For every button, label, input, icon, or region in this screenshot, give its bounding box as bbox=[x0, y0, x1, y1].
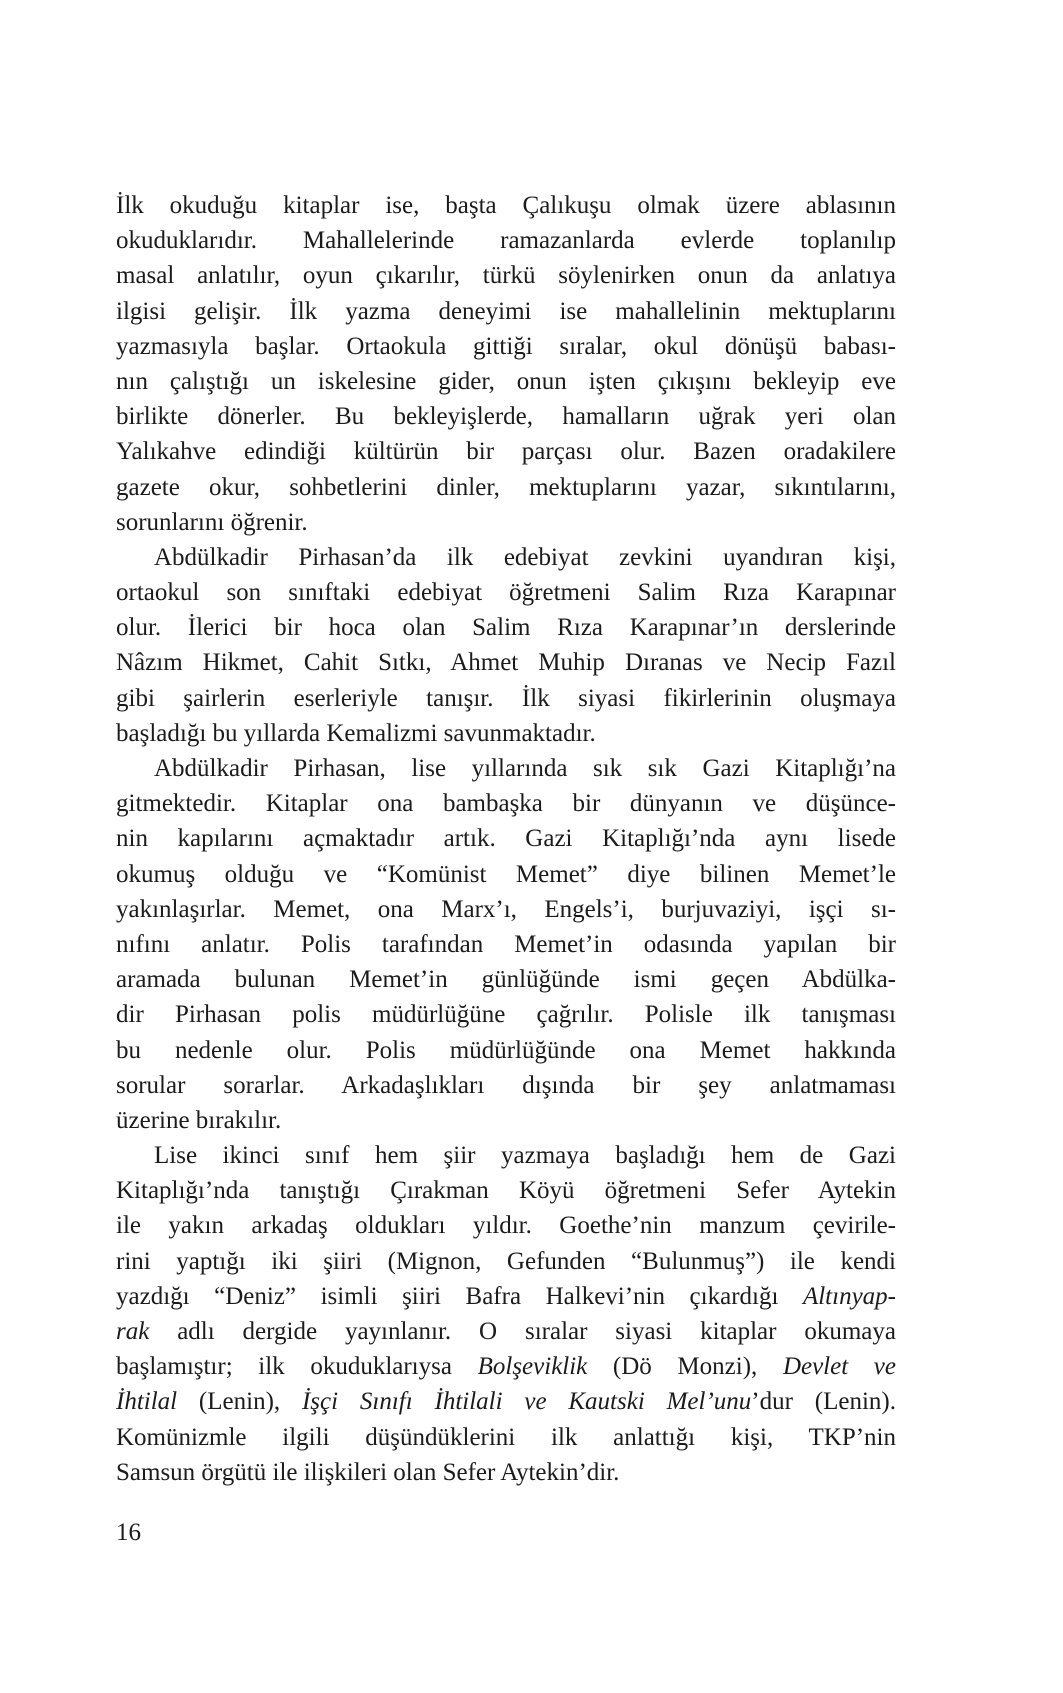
text-line: bu nedenle olur. Polis müdürlüğünde ona Memet hakkında bbox=[116, 1036, 896, 1064]
text-line: üzerine bırakılır. bbox=[116, 1106, 282, 1134]
text-line: Samsun örgütü ile ilişkileri olan Sefer Aytekin’dir. bbox=[116, 1458, 620, 1486]
text-segment: başlamıştır; ilk okuduklarıysa bbox=[116, 1353, 478, 1381]
italic-title: Devlet ve bbox=[782, 1353, 897, 1381]
text-line: Yalıkahve edindiği kültürün bir parçası olur. Bazen oradakilere bbox=[116, 438, 896, 466]
text-segment: yazdığı “Deniz” isimli şiiri Bafra Halkevi’nin çıkardığı bbox=[116, 1282, 803, 1310]
text-segment: ’dur (Lenin). bbox=[751, 1388, 896, 1416]
page-number: 16 bbox=[116, 1519, 141, 1546]
text-line: ortaokul son sınıftaki edebiyat öğretmeni Salim Rıza Karapınar bbox=[116, 579, 896, 607]
text-line: sorular sorarlar. Arkadaşlıkları dışında bir şey anlatmaması bbox=[116, 1071, 896, 1099]
text-line: gazete okur, sohbetlerini dinler, mektuplarını yazar, sıkıntılarını, bbox=[116, 473, 896, 501]
text-line: yazmasıyla başlar. Ortaokula gittiği sıralar, okul dönüşü babası- bbox=[116, 332, 896, 360]
text-line: Nâzım Hikmet, Cahit Sıtkı, Ahmet Muhip Dıranas ve Necip Fazıl bbox=[116, 649, 896, 677]
text-line: Kitaplığı’nda tanıştığı Çırakman Köyü öğretmeni Sefer Aytekin bbox=[116, 1177, 896, 1205]
text-line: Abdülkadir Pirhasan, lise yıllarında sık sık Gazi Kitaplığı’na bbox=[154, 755, 896, 782]
italic-title: İşçi Sınıfı İhtilali ve Kautski Mel’unu bbox=[301, 1388, 752, 1416]
text-line: ilgisi gelişir. İlk yazma deneyimi ise mahallelinin mektuplarını bbox=[116, 297, 896, 325]
text-line bbox=[116, 1349, 896, 1384]
text-line: birlikte dönerler. Bu bekleyişlerde, hamalların uğrak yeri olan bbox=[116, 403, 896, 431]
text-line: gitmektedir. Kitaplar ona bambaşka bir dünyanın ve düşünce- bbox=[116, 790, 896, 818]
text-line: okuduklarıdır. Mahallelerinde ramazanlarda evlerde toplanılıp bbox=[116, 227, 896, 255]
text-line bbox=[116, 1279, 896, 1314]
italic-title: Altınyap- bbox=[802, 1282, 896, 1310]
text-line: Abdülkadir Pirhasan’da ilk edebiyat zevkini uyandıran kişi, bbox=[154, 543, 896, 571]
text-line: sorunlarını öğrenir. bbox=[116, 508, 308, 536]
text-line: ile yakın arkadaş oldukları yıldır. Goethe’nin manzum çevirile- bbox=[116, 1212, 896, 1240]
text-line: okumuş olduğu ve “Komünist Memet” diye bilinen Memet’le bbox=[116, 860, 896, 888]
text-line: Komünizmle ilgili düşündüklerini ilk anlattığı kişi, TKP’nin bbox=[116, 1423, 896, 1451]
text-line: Lise ikinci sınıf hem şiir yazmaya başladığı hem de Gazi bbox=[154, 1142, 896, 1170]
text-line: yakınlaşırlar. Memet, ona Marx’ı, Engels’i, burjuvaziyi, işçi sı- bbox=[116, 895, 896, 923]
italic-title: İhtilal bbox=[116, 1388, 178, 1416]
text-segment: (Lenin), bbox=[177, 1388, 302, 1416]
text-line bbox=[116, 1314, 896, 1349]
italic-title: rak bbox=[116, 1318, 150, 1345]
text-line: aramada bulunan Memet’in günlüğünde ismi geçen Abdülka- bbox=[116, 966, 896, 994]
text-line: gibi şairlerin eserleriyle tanışır. İlk siyasi fikirlerinin oluşmaya bbox=[116, 684, 896, 712]
text-line: nıfını anlatır. Polis tarafından Memet’in odasında yapılan bir bbox=[116, 930, 896, 958]
text-line: başladığı bu yıllarda Kemalizmi savunmaktadır. bbox=[116, 719, 596, 747]
text-line: nin kapılarını açmaktadır artık. Gazi Kitaplığı’nda aynı lisede bbox=[116, 825, 896, 853]
text-segment: (Dö Monzi), bbox=[587, 1353, 783, 1381]
text-line: rini yaptığı iki şiiri (Mignon, Gefunden “Bulunmuş”) ile kendi bbox=[116, 1247, 896, 1275]
text-line: İlk okuduğu kitaplar ise, başta Çalıkuşu olmak üzere ablasının bbox=[116, 192, 896, 219]
body-text bbox=[116, 188, 896, 1490]
text-line: olur. İlerici bir hoca olan Salim Rıza Karapınar’ın derslerinde bbox=[116, 614, 896, 642]
text-line: dir Pirhasan polis müdürlüğüne çağrılır. Polisle ilk tanışması bbox=[116, 1001, 896, 1029]
text-line: masal anlatılır, oyun çıkarılır, türkü söylenirken onun da anlatıya bbox=[116, 262, 896, 290]
italic-title: Bolşeviklik bbox=[477, 1353, 588, 1381]
text-line bbox=[116, 1384, 896, 1419]
text-segment: adlı dergide yayınlanır. O sıralar siyasi kitaplar okumaya bbox=[149, 1318, 896, 1345]
text-line: nın çalıştığı un iskelesine gider, onun işten çıkışını bekleyip eve bbox=[116, 367, 896, 395]
